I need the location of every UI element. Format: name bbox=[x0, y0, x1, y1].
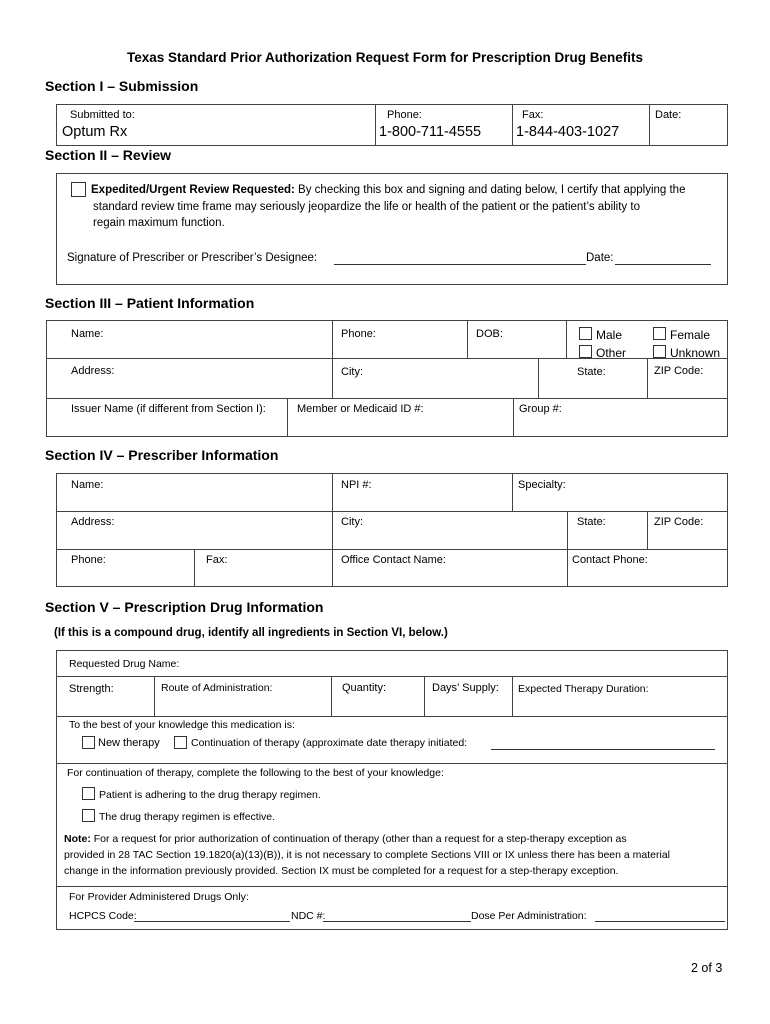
fax-value[interactable]: 1-844-403-1027 bbox=[516, 124, 620, 140]
unknown-label: Unknown bbox=[670, 346, 721, 360]
other-label: Other bbox=[596, 346, 627, 360]
note-line-3: change in the information previously provided. Section IX must be completed for a request for a step-therapy exception. bbox=[64, 865, 619, 877]
dose-label: Dose Per Administration: bbox=[471, 910, 587, 922]
submission-table bbox=[56, 104, 728, 146]
submitted-to-label: Submitted to: bbox=[70, 109, 135, 121]
patient-dob-label: DOB: bbox=[476, 328, 503, 340]
phone-value[interactable]: 1-800-711-4555 bbox=[379, 124, 482, 140]
note-line-2: provided in 28 TAC Section 19.1820(a)(13)(B)), it is not necessary to complete Sections VIII or IX unless there has been a material bbox=[64, 849, 671, 861]
route-label: Route of Administration: bbox=[161, 682, 273, 694]
issuer-name-label: Issuer Name (if different from Section I): bbox=[71, 403, 266, 415]
ndc-line[interactable] bbox=[323, 921, 471, 922]
effective-checkbox[interactable] bbox=[82, 809, 95, 822]
prescriber-city-label: City: bbox=[341, 516, 363, 528]
prescriber-phone-label: Phone: bbox=[71, 554, 106, 566]
continuation-label: Continuation of therapy (approximate date therapy initiated: bbox=[191, 737, 468, 749]
expedited-text-3: regain maximum function. bbox=[93, 217, 225, 229]
continuation-intro: For continuation of therapy, complete the following to the best of your knowledge: bbox=[67, 767, 444, 779]
section-3-heading: Section III – Patient Information bbox=[45, 295, 255, 311]
phone-label: Phone: bbox=[387, 109, 422, 121]
expected-duration-label: Expected Therapy Duration: bbox=[518, 683, 649, 695]
signature-label: Signature of Prescriber or Prescriber’s Designee: bbox=[67, 252, 318, 264]
days-supply-label: Days’ Supply: bbox=[432, 682, 499, 694]
provider-admin-label: For Provider Administered Drugs Only: bbox=[69, 891, 249, 903]
prescriber-zip-label: ZIP Code: bbox=[654, 516, 704, 528]
quantity-label: Quantity: bbox=[342, 682, 387, 694]
expedited-text-1 bbox=[91, 182, 731, 198]
date-label[interactable]: Date: bbox=[655, 109, 682, 121]
patient-city-label: City: bbox=[341, 366, 363, 378]
therapy-start-date-line[interactable] bbox=[491, 749, 715, 750]
patient-state-label: State: bbox=[577, 366, 606, 378]
adhering-checkbox[interactable] bbox=[82, 787, 95, 800]
page-number: 2 of 3 bbox=[691, 961, 723, 975]
section-5-heading: Section V – Prescription Drug Information bbox=[45, 599, 324, 615]
npi-label: NPI #: bbox=[341, 479, 372, 491]
section-1-heading: Section I – Submission bbox=[45, 78, 199, 94]
hcpcs-label: HCPCS Code: bbox=[69, 910, 137, 922]
continuation-checkbox[interactable] bbox=[174, 736, 187, 749]
compound-note: (If this is a compound drug, identify all ingredients in Section VI, below.) bbox=[54, 627, 448, 639]
knowledge-text: To the best of your knowledge this medication is: bbox=[69, 719, 295, 731]
note-bold: Note: bbox=[64, 833, 91, 845]
new-therapy-label: New therapy bbox=[98, 737, 160, 749]
effective-label: The drug therapy regimen is effective. bbox=[99, 811, 276, 823]
other-checkbox[interactable] bbox=[579, 345, 592, 358]
drug-info-table bbox=[56, 650, 728, 930]
hcpcs-line[interactable] bbox=[134, 921, 290, 922]
female-checkbox[interactable] bbox=[653, 327, 666, 340]
contact-phone-label: Contact Phone: bbox=[572, 554, 648, 566]
prescriber-table bbox=[56, 473, 728, 587]
patient-table bbox=[46, 320, 728, 437]
section-2-heading: Section II – Review bbox=[45, 147, 172, 163]
new-therapy-checkbox[interactable] bbox=[82, 736, 95, 749]
review-date-label: Date: bbox=[586, 252, 614, 264]
adhering-label: Patient is adhering to the drug therapy regimen. bbox=[99, 789, 321, 801]
group-number-label: Group #: bbox=[519, 403, 562, 415]
patient-zip-label: ZIP Code: bbox=[654, 365, 704, 377]
specialty-label: Specialty: bbox=[518, 479, 566, 491]
form-title: Texas Standard Prior Authorization Request Form for Prescription Drug Benefits bbox=[126, 50, 644, 65]
expedited-checkbox[interactable] bbox=[71, 182, 86, 197]
requested-drug-label: Requested Drug Name: bbox=[69, 658, 180, 670]
review-date-line[interactable] bbox=[615, 264, 711, 265]
strength-label: Strength: bbox=[69, 683, 114, 695]
prescriber-name-label: Name: bbox=[71, 479, 104, 491]
unknown-checkbox[interactable] bbox=[653, 345, 666, 358]
section-4-heading: Section IV – Prescriber Information bbox=[45, 447, 279, 463]
prescriber-address-label: Address: bbox=[71, 516, 115, 528]
dose-line[interactable] bbox=[595, 921, 725, 922]
male-checkbox[interactable] bbox=[579, 327, 592, 340]
male-label: Male bbox=[596, 328, 623, 342]
prescriber-state-label: State: bbox=[577, 516, 606, 528]
expedited-bold: Expedited/Urgent Review Requested: bbox=[91, 184, 295, 196]
note-line-1 bbox=[64, 831, 724, 847]
member-id-label: Member or Medicaid ID #: bbox=[297, 403, 424, 415]
patient-address-label: Address: bbox=[71, 365, 115, 377]
ndc-label: NDC #: bbox=[291, 910, 326, 922]
expedited-line-1: By checking this box and signing and dating below, I certify that applying the bbox=[294, 184, 686, 196]
submitted-to-value[interactable]: Optum Rx bbox=[62, 124, 128, 140]
review-box bbox=[56, 173, 728, 285]
note-text-1: For a request for prior authorization of continuation of therapy (other than a request for a step-therapy exception as bbox=[90, 833, 627, 845]
female-label: Female bbox=[670, 328, 711, 342]
signature-line[interactable] bbox=[334, 264, 586, 265]
patient-phone-label: Phone: bbox=[341, 328, 376, 340]
prescriber-fax-label: Fax: bbox=[206, 554, 228, 566]
office-contact-label: Office Contact Name: bbox=[341, 554, 446, 566]
patient-name-label: Name: bbox=[71, 328, 104, 340]
expedited-text-2: standard review time frame may seriously jeopardize the life or health of the patient or the patient’s ability to bbox=[93, 201, 640, 213]
fax-label: Fax: bbox=[522, 109, 544, 121]
